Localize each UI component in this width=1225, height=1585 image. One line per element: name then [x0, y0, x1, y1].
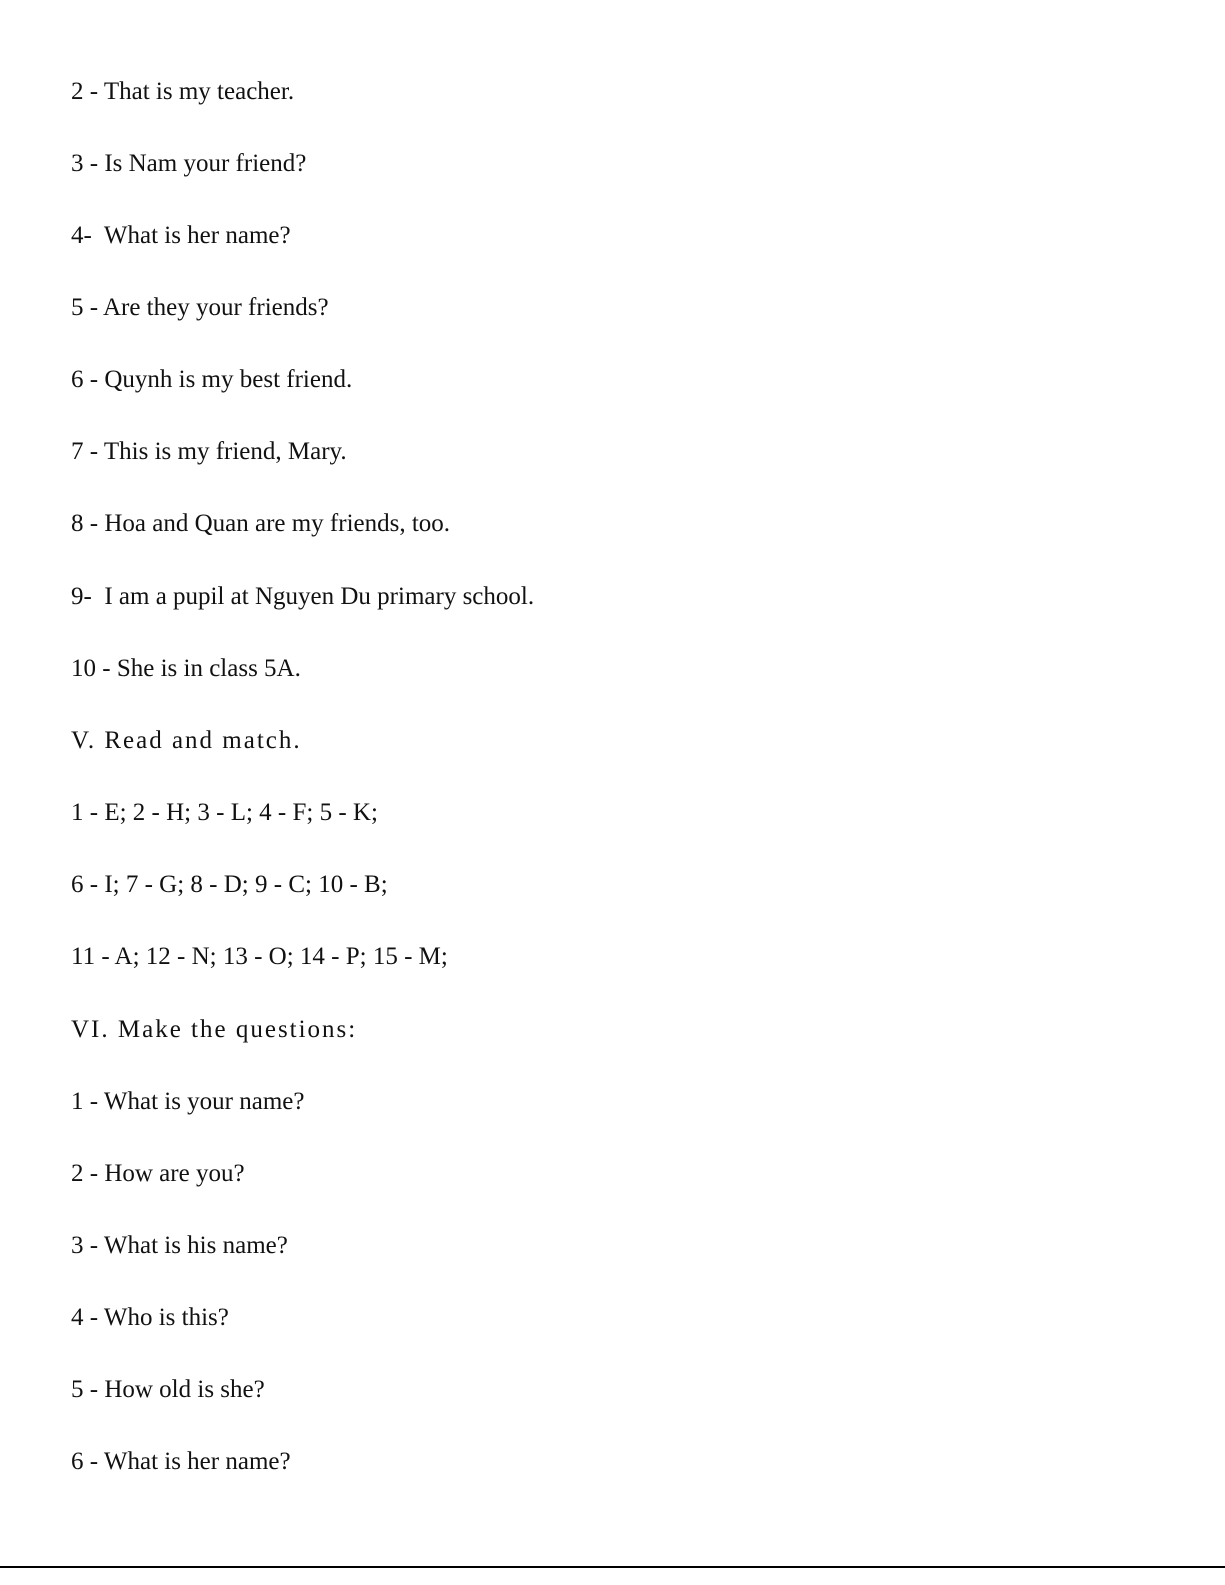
answer-line: 6 - I; 7 - G; 8 - D; 9 - C; 10 - B;	[71, 871, 388, 898]
answer-line: 6 - Quynh is my best friend.	[71, 366, 353, 393]
section-heading-read-and-match: V. Read and match.	[71, 727, 302, 754]
answer-line: 3 - What is his name?	[71, 1232, 288, 1259]
answer-line: 1 - E; 2 - H; 3 - L; 4 - F; 5 - K;	[71, 799, 378, 826]
answer-line: 8 - Hoa and Quan are my friends, too.	[71, 510, 451, 537]
page-bottom-border	[0, 1566, 1225, 1568]
answer-line: 5 - Are they your friends?	[71, 294, 329, 321]
answer-line: 10 - She is in class 5A.	[71, 655, 301, 682]
answer-line: 3 - Is Nam your friend?	[71, 150, 307, 177]
answer-line: 11 - A; 12 - N; 13 - O; 14 - P; 15 - M;	[71, 943, 448, 970]
answer-line: 5 - How old is she?	[71, 1376, 265, 1403]
answer-line: 1 - What is your name?	[71, 1088, 305, 1115]
answer-line: 2 - How are you?	[71, 1160, 245, 1187]
answer-line: 4- What is her name?	[71, 222, 291, 249]
answer-line: 2 - That is my teacher.	[71, 78, 295, 105]
answer-line: 4 - Who is this?	[71, 1304, 229, 1331]
answer-line: 9- I am a pupil at Nguyen Du primary school.	[71, 583, 535, 610]
answer-line: 6 - What is her name?	[71, 1448, 291, 1475]
answer-line: 7 - This is my friend, Mary.	[71, 438, 347, 465]
section-heading-make-the-questions: VI. Make the questions:	[71, 1016, 358, 1043]
